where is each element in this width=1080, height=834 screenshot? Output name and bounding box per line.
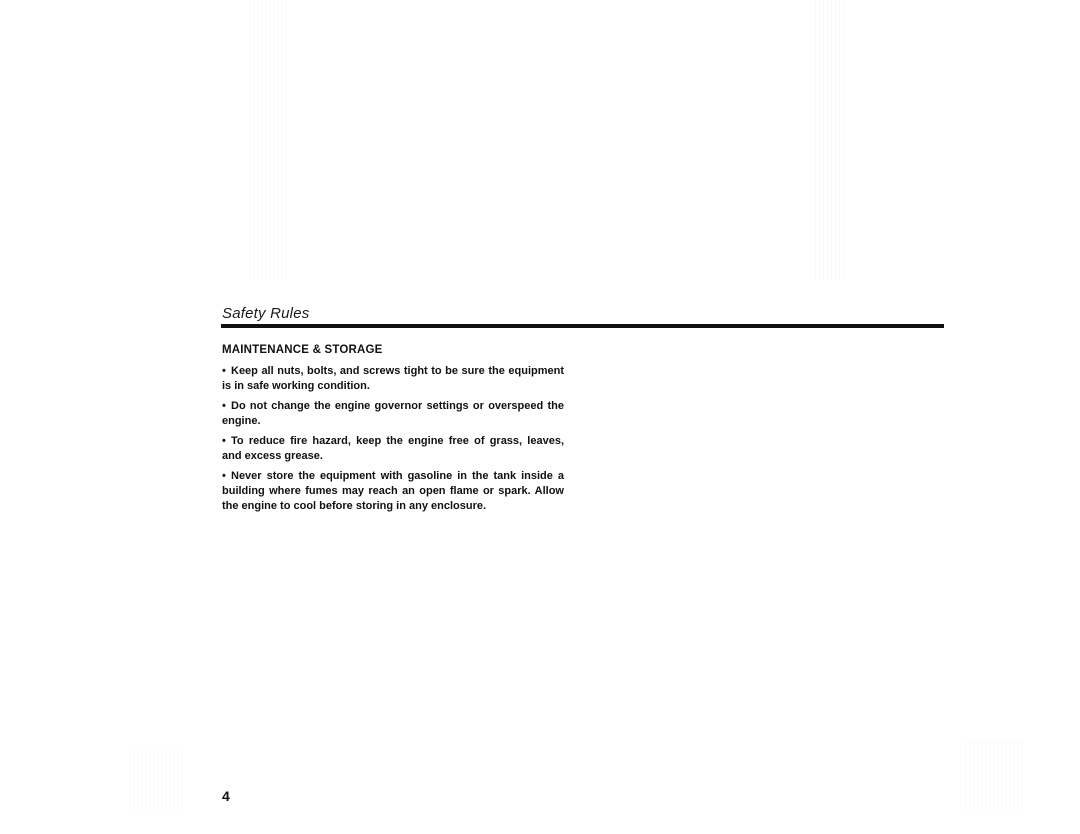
safety-rule-text: Keep all nuts, bolts, and screws tight to be sure the equipment is in safe working condition. (222, 365, 564, 392)
scan-speckle-bottom-left (130, 745, 185, 815)
safety-rule-item (222, 434, 564, 464)
safety-rule-text: Never store the equipment with gasoline in the tank inside a building where fumes may reach an open flame or spark. Allow the engine to cool before storing in any enclosure. (222, 470, 564, 512)
safety-rule-item (222, 364, 564, 394)
bullet-icon: • (222, 470, 226, 482)
maintenance-heading: MAINTENANCE & STORAGE (222, 344, 383, 356)
scan-speckle-top (250, 0, 290, 280)
scan-speckle-right (815, 0, 845, 280)
safety-rule-item (222, 399, 564, 429)
page-number: 4 (222, 788, 230, 804)
scan-speckle-bottom-right (965, 740, 1025, 810)
maintenance-section (222, 343, 564, 519)
safety-rule-list (222, 364, 564, 514)
bullet-icon: • (222, 435, 226, 447)
bullet-icon: • (222, 365, 226, 377)
title-rule (221, 324, 944, 328)
section-title: Safety Rules (222, 305, 310, 322)
safety-rule-text: Do not change the engine governor settings or overspeed the engine. (222, 400, 564, 427)
bullet-icon: • (222, 400, 226, 412)
safety-rule-item (222, 469, 564, 514)
safety-rule-text: To reduce fire hazard, keep the engine free of grass, leaves, and excess grease. (222, 435, 564, 462)
